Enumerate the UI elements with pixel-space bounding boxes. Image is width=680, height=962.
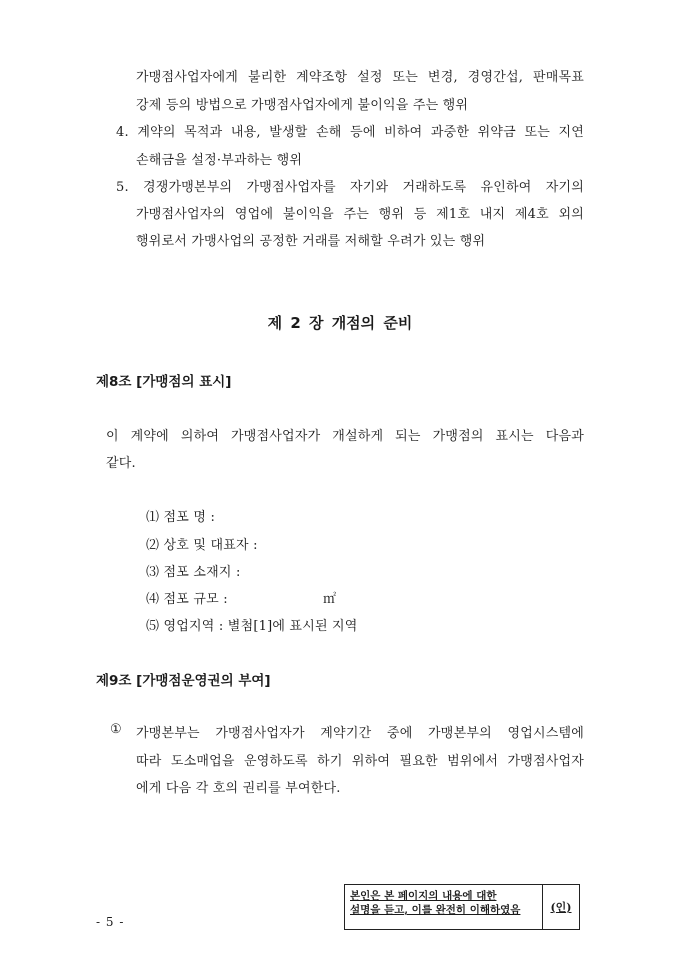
article9-body-line-1: 가맹본부는 가맹점사업자가 계약기간 중에 가맹본부의 영업시스템에 xyxy=(136,726,584,741)
article7-clause-line-2: 강제 등의 방법으로 가맹점사업자에게 불이익을 주는 행위 xyxy=(136,98,469,113)
paragraph-marker: ① xyxy=(110,722,122,737)
article8-item-location: ⑶ 점포 소재지 : xyxy=(146,565,241,580)
page-number: - 5 - xyxy=(96,915,125,929)
article7-item4-line-1: 4. 계약의 목적과 내용, 발생할 손해 등에 비하여 과중한 위약금 또는 지연 xyxy=(116,125,584,140)
area-unit-label: ㎡ xyxy=(323,592,337,607)
article8-item-size: ⑷ 점포 규모 : xyxy=(146,592,228,607)
seal-field[interactable]: (인) xyxy=(550,901,572,914)
article8-heading: 제8조 [가맹점의 표시] xyxy=(96,374,232,390)
article8-body-line-1: 이 계약에 의하여 가맹점사업자가 개설하게 되는 가맹점의 표시는 다음과 xyxy=(106,429,584,444)
article7-item4-line-2: 손해금을 설정·부과하는 행위 xyxy=(136,153,303,168)
article8-item-store-name: ⑴ 점포 명 : xyxy=(146,510,216,525)
article7-item5-line-1: 5. 경쟁가맹본부의 가맹점사업자를 자기와 거래하도록 유인하여 자기의 xyxy=(116,180,584,195)
chapter-title: 제 2 장 개점의 준비 xyxy=(267,314,413,332)
article8-body-line-2: 같다. xyxy=(106,456,136,471)
confirmation-line-1: 본인은 본 페이지의 내용에 대한 xyxy=(350,890,497,902)
article8-item-territory: ⑸ 영업지역 : 별첨[1]에 표시된 지역 xyxy=(146,619,358,634)
confirmation-box xyxy=(344,884,580,930)
article7-clause-line-1: 가맹점사업자에게 불리한 계약조항 설정 또는 변경, 경영간섭, 판매목표 xyxy=(136,70,584,85)
confirmation-line-2: 설명을 듣고, 이를 완전히 이해하였음 xyxy=(350,904,521,916)
article9-body-line-3: 에게 다음 각 호의 권리를 부여한다. xyxy=(136,781,341,796)
article9-heading: 제9조 [가맹점운영권의 부여] xyxy=(96,673,271,689)
confirmation-statement xyxy=(345,885,543,929)
article7-item5-line-2: 가맹점사업자의 영업에 불이익을 주는 행위 등 제1호 내지 제4호 외의 xyxy=(136,207,584,222)
article8-item-trade-name: ⑵ 상호 및 대표자 : xyxy=(146,538,258,553)
article9-body-line-2: 따라 도소매업을 운영하도록 하기 위하여 필요한 범위에서 가맹점사업자 xyxy=(136,754,584,769)
article7-item5-line-3: 행위로서 가맹사업의 공정한 거래를 저해할 우려가 있는 행위 xyxy=(136,234,486,249)
